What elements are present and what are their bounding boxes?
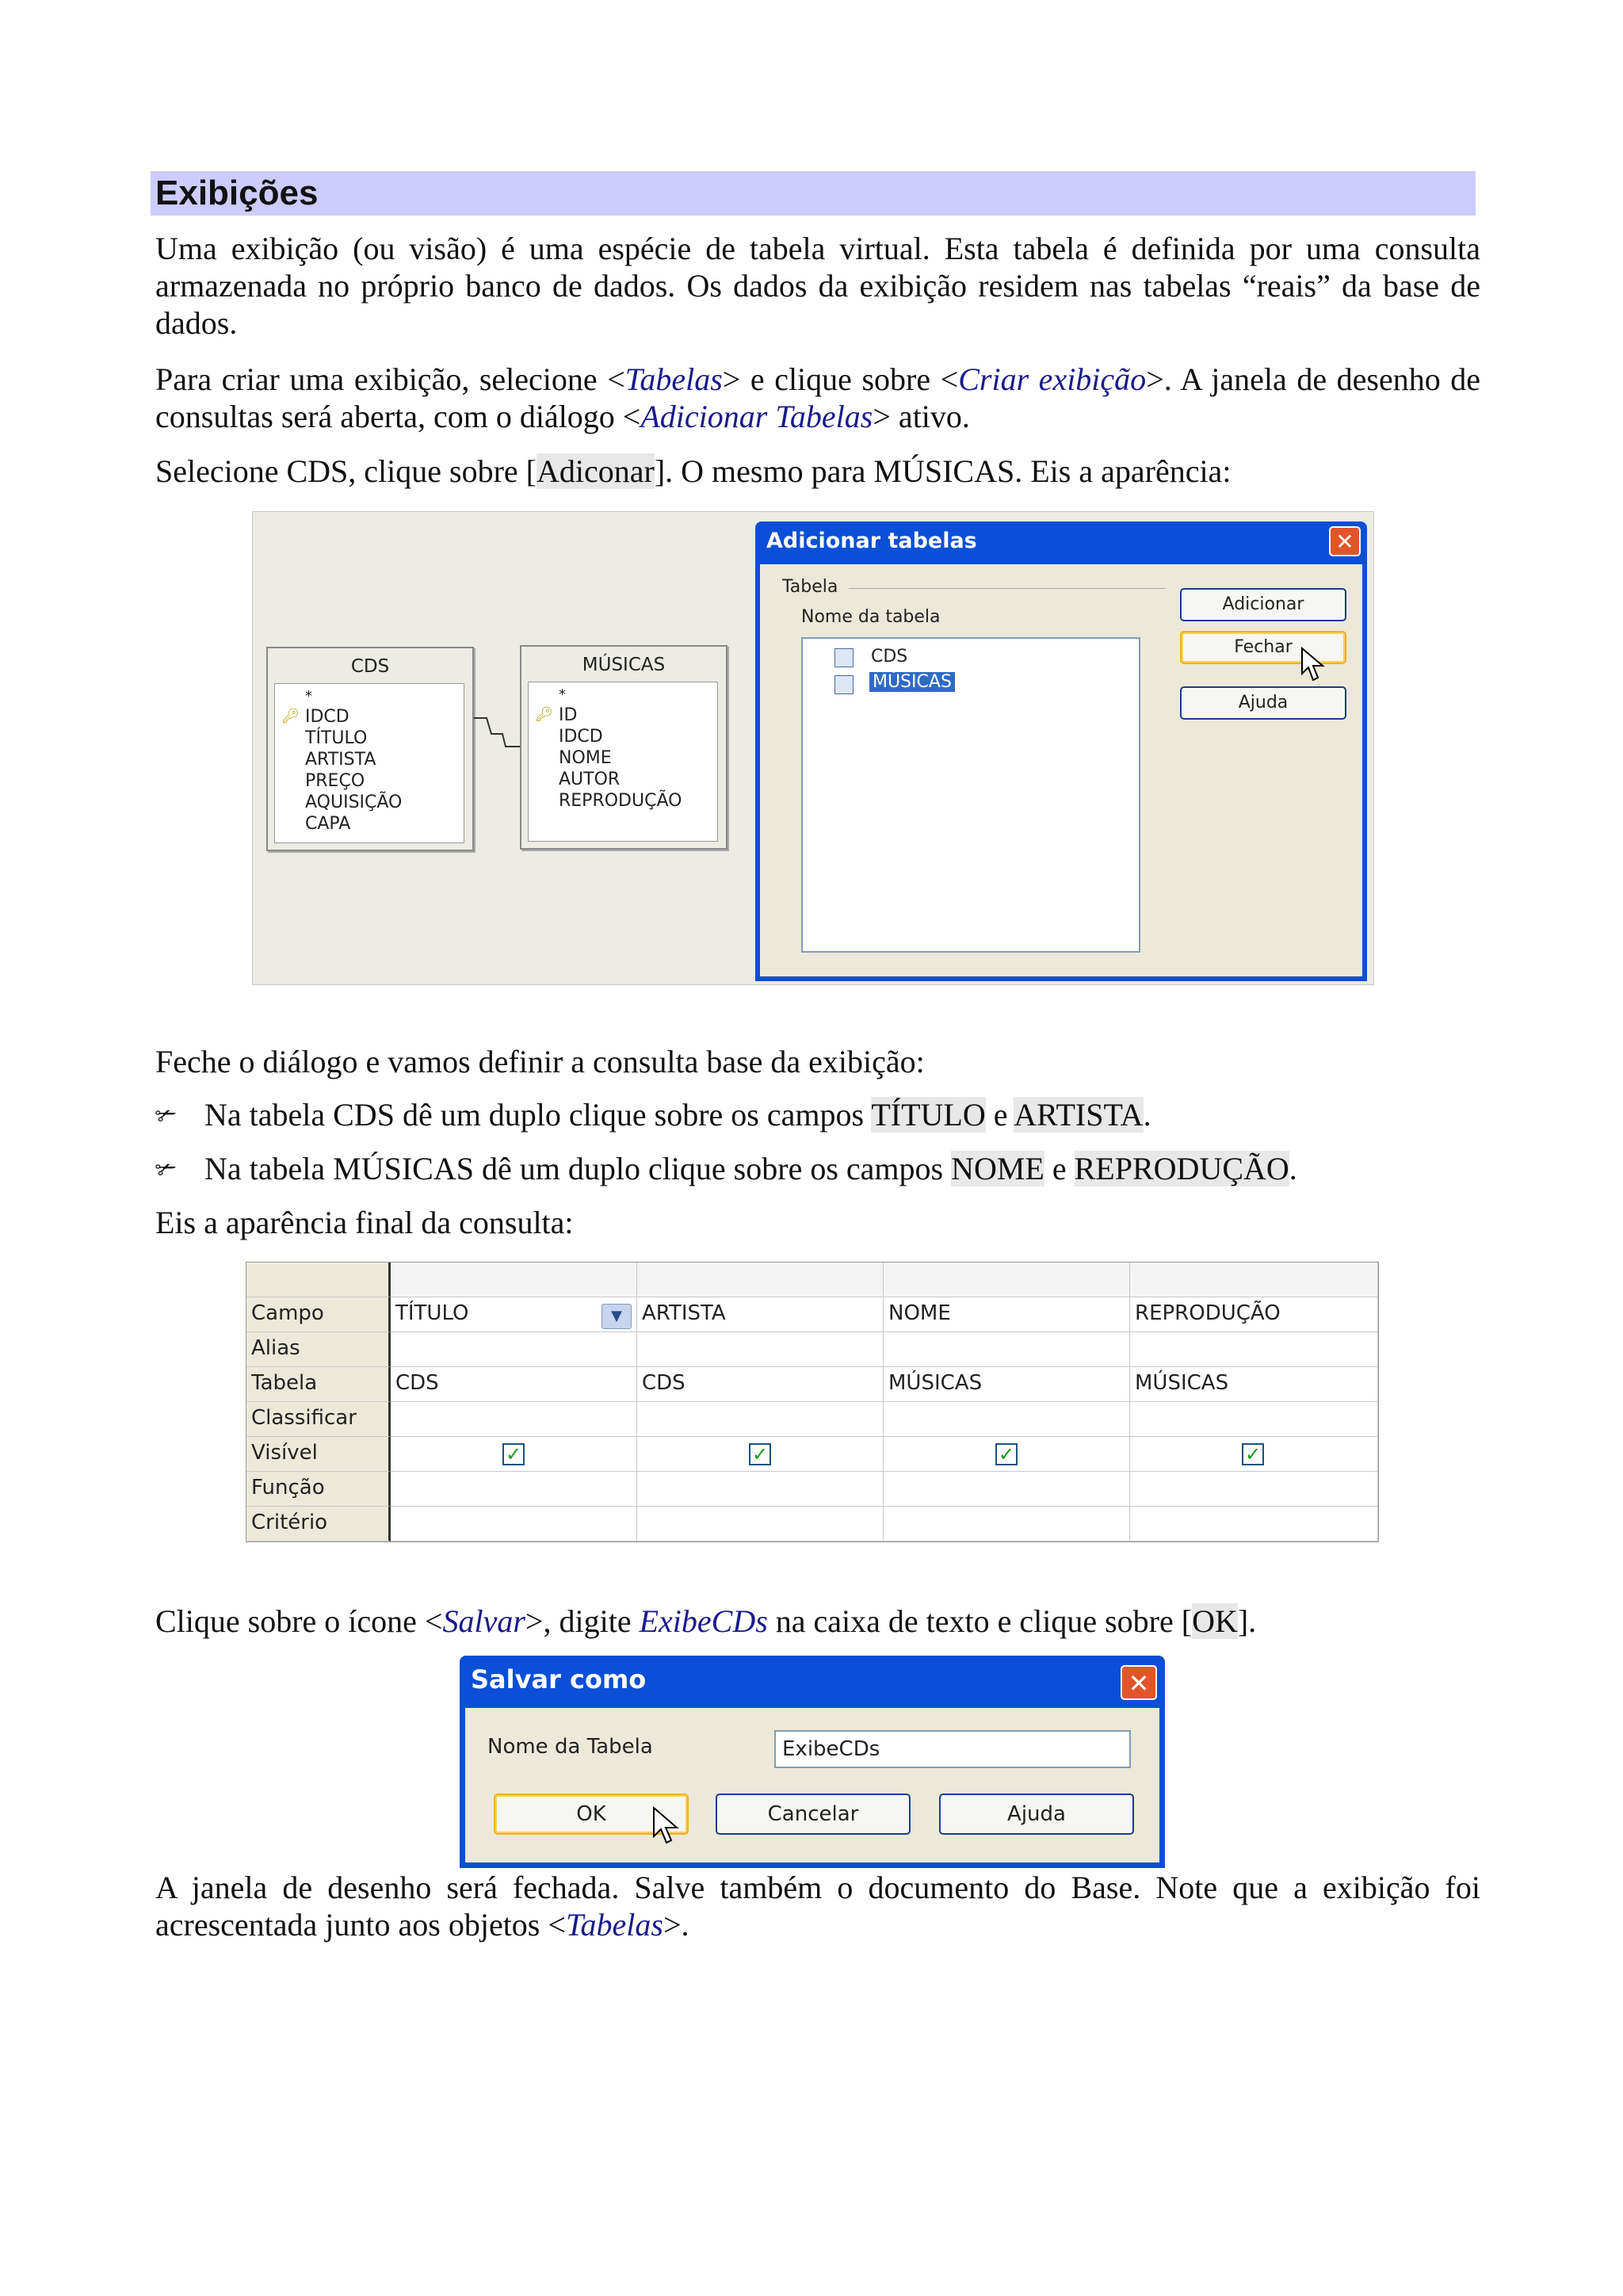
field-list xyxy=(528,682,718,842)
row-label-funcao: Função xyxy=(246,1472,391,1507)
add-button[interactable]: Adicionar xyxy=(1180,588,1346,621)
field-item[interactable]: * xyxy=(559,686,566,703)
field-item[interactable]: TÍTULO xyxy=(305,728,368,748)
campo-cell[interactable]: REPRODUÇÃO xyxy=(1130,1297,1378,1332)
help-button[interactable]: Ajuda xyxy=(1180,686,1346,720)
field-item[interactable]: * xyxy=(305,688,312,705)
field-item[interactable]: ID xyxy=(559,705,578,725)
row-label-alias: Alias xyxy=(246,1332,391,1367)
alias-cell[interactable] xyxy=(637,1332,884,1367)
save-as-dialog xyxy=(460,1656,1165,1868)
column-header[interactable] xyxy=(884,1263,1130,1297)
key-icon: 🔑︎ xyxy=(281,708,300,724)
row-label-criterio: Critério xyxy=(246,1507,391,1541)
table-window-cds[interactable] xyxy=(266,647,474,851)
field-item[interactable]: NOME xyxy=(559,748,612,768)
link-criar-exibicao[interactable]: Criar exibição xyxy=(958,361,1147,397)
bullet-icon: ✃ xyxy=(155,1101,177,1129)
field-list xyxy=(274,683,464,843)
close-dialog-paragraph: Feche o diálogo e vamos definir a consulta base da exibição: xyxy=(155,1044,925,1079)
funcao-cell[interactable] xyxy=(884,1472,1130,1507)
field-item[interactable]: ARTISTA xyxy=(305,750,376,770)
list-label: Nome da tabela xyxy=(801,607,941,627)
close-button[interactable]: Fechar xyxy=(1180,631,1346,664)
close-icon[interactable]: ✕ xyxy=(1329,526,1361,556)
campo-cell[interactable]: TÍTULO xyxy=(391,1297,637,1332)
link-tabelas[interactable]: Tabelas xyxy=(624,361,723,397)
table-icon xyxy=(834,648,854,667)
table-icon xyxy=(834,675,854,694)
link-adicionar-tabelas[interactable]: Adicionar Tabelas xyxy=(640,399,873,434)
row-label-tabela: Tabela xyxy=(246,1367,391,1402)
field-item[interactable]: REPRODUÇÃO xyxy=(559,791,682,811)
final-query-paragraph: Eis a aparência final da consulta: xyxy=(155,1205,574,1240)
grid-corner xyxy=(246,1263,391,1297)
link-salvar[interactable]: Salvar xyxy=(442,1603,525,1639)
row-label-campo: Campo xyxy=(246,1297,391,1332)
visible-checkbox[interactable]: ✓ xyxy=(502,1443,525,1465)
dropdown-arrow-icon[interactable]: ▼ xyxy=(601,1304,632,1329)
tabela-cell[interactable]: CDS xyxy=(391,1367,637,1402)
column-header[interactable] xyxy=(391,1263,637,1297)
visible-checkbox[interactable]: ✓ xyxy=(749,1443,771,1465)
instructions-paragraph: Para criar uma exibição, selecione <Tabelas> e clique sobre <Criar exibição>. A janela de desenho de consultas será aberta, com o diálogo <Adicionar Tabelas> ativo. xyxy=(155,361,1481,434)
column-header[interactable] xyxy=(1130,1263,1378,1297)
column-header[interactable] xyxy=(637,1263,884,1297)
link-tabelas[interactable]: Tabelas xyxy=(565,1907,663,1943)
criterio-cell[interactable] xyxy=(1130,1507,1378,1541)
ok-button[interactable]: OK xyxy=(494,1794,689,1835)
name-label: Nome da Tabela xyxy=(487,1735,653,1759)
bullet-item: Na tabela MÚSICAS dê um duplo clique sobre os campos NOME e REPRODUÇÃO. xyxy=(204,1151,1297,1186)
classificar-cell[interactable] xyxy=(391,1402,637,1437)
tabela-cell[interactable]: CDS xyxy=(637,1367,884,1402)
field-item[interactable]: CAPA xyxy=(305,814,351,834)
tabela-cell[interactable]: MÚSICAS xyxy=(884,1367,1130,1402)
criterio-cell[interactable] xyxy=(391,1507,637,1541)
classificar-cell[interactable] xyxy=(1130,1402,1378,1437)
table-name-input[interactable]: ExibeCDs xyxy=(774,1730,1131,1768)
funcao-cell[interactable] xyxy=(1130,1472,1378,1507)
dialog-title: Salvar como xyxy=(471,1664,647,1694)
adicionar-ref: Adiconar xyxy=(537,453,655,489)
table-listbox[interactable] xyxy=(801,637,1140,953)
group-label: Tabela xyxy=(782,577,838,597)
field-item[interactable]: IDCD xyxy=(305,707,349,727)
group-divider xyxy=(849,588,1166,589)
mouse-cursor-icon xyxy=(1300,647,1326,683)
close-icon[interactable]: ✕ xyxy=(1121,1665,1157,1700)
add-tables-dialog xyxy=(755,521,1367,981)
alias-cell[interactable] xyxy=(884,1332,1130,1367)
key-icon: 🔑︎ xyxy=(535,706,553,723)
query-design-screenshot xyxy=(252,511,1374,985)
cancel-button[interactable]: Cancelar xyxy=(716,1794,911,1835)
ok-ref: OK xyxy=(1192,1603,1238,1639)
campo-cell[interactable]: NOME xyxy=(884,1297,1130,1332)
field-item[interactable]: PREÇO xyxy=(305,771,365,791)
table-title: CDS xyxy=(350,656,390,677)
funcao-cell[interactable] xyxy=(637,1472,884,1507)
mouse-cursor-icon xyxy=(652,1806,681,1846)
criterio-cell[interactable] xyxy=(637,1507,884,1541)
field-item[interactable]: AUTOR xyxy=(559,770,621,789)
field-item[interactable]: IDCD xyxy=(559,727,603,747)
funcao-cell[interactable] xyxy=(391,1472,637,1507)
row-label-visivel: Visível xyxy=(246,1437,391,1472)
list-item-selected[interactable]: MÚSICAS xyxy=(869,672,955,692)
section-heading: Exibições xyxy=(151,171,1476,216)
criterio-cell[interactable] xyxy=(884,1507,1130,1541)
help-button[interactable]: Ajuda xyxy=(939,1794,1134,1835)
campo-cell[interactable]: ARTISTA xyxy=(637,1297,884,1332)
closing-paragraph: A janela de desenho será fechada. Salve também o documento do Base. Note que a exibição foi acrescentada junto aos objetos <Tabelas>. xyxy=(155,1870,1480,1943)
save-instructions-paragraph: Clique sobre o ícone <Salvar>, digite ExibeCDs na caixa de texto e clique sobre [OK]. xyxy=(155,1603,1257,1639)
table-title: MÚSICAS xyxy=(582,655,666,675)
table-window-musicas[interactable] xyxy=(520,645,727,850)
alias-cell[interactable] xyxy=(1130,1332,1378,1367)
relation-line xyxy=(474,702,521,750)
alias-cell[interactable] xyxy=(391,1332,637,1367)
dialog-body xyxy=(465,1708,1159,1862)
query-grid xyxy=(246,1262,1379,1542)
intro-paragraph: Uma exibição (ou visão) é uma espécie de tabela virtual. Esta tabela é definida por uma consulta armazenada no próprio banco de dados. Os dados da exibição residem nas tabelas “reais” da base de dados. xyxy=(155,231,1480,341)
visible-checkbox[interactable]: ✓ xyxy=(995,1443,1018,1465)
view-name-ref: ExibeCDs xyxy=(639,1603,768,1639)
tabela-cell[interactable]: MÚSICAS xyxy=(1130,1367,1378,1402)
visible-checkbox[interactable]: ✓ xyxy=(1242,1443,1264,1465)
classificar-cell[interactable] xyxy=(884,1402,1130,1437)
select-paragraph: Selecione CDS, clique sobre [Adiconar]. O mesmo para MÚSICAS. Eis a aparência: xyxy=(155,453,1232,489)
classificar-cell[interactable] xyxy=(637,1402,884,1437)
bullet-icon: ✃ xyxy=(155,1155,177,1183)
dialog-body xyxy=(760,564,1362,976)
list-item[interactable]: CDS xyxy=(871,647,908,667)
bullet-item: Na tabela CDS dê um duplo clique sobre os campos TÍTULO e ARTISTA. xyxy=(204,1097,1151,1133)
field-item[interactable]: AQUISIÇÃO xyxy=(305,793,403,812)
row-label-classificar: Classificar xyxy=(246,1402,391,1437)
dialog-title: Adicionar tabelas xyxy=(766,529,977,553)
